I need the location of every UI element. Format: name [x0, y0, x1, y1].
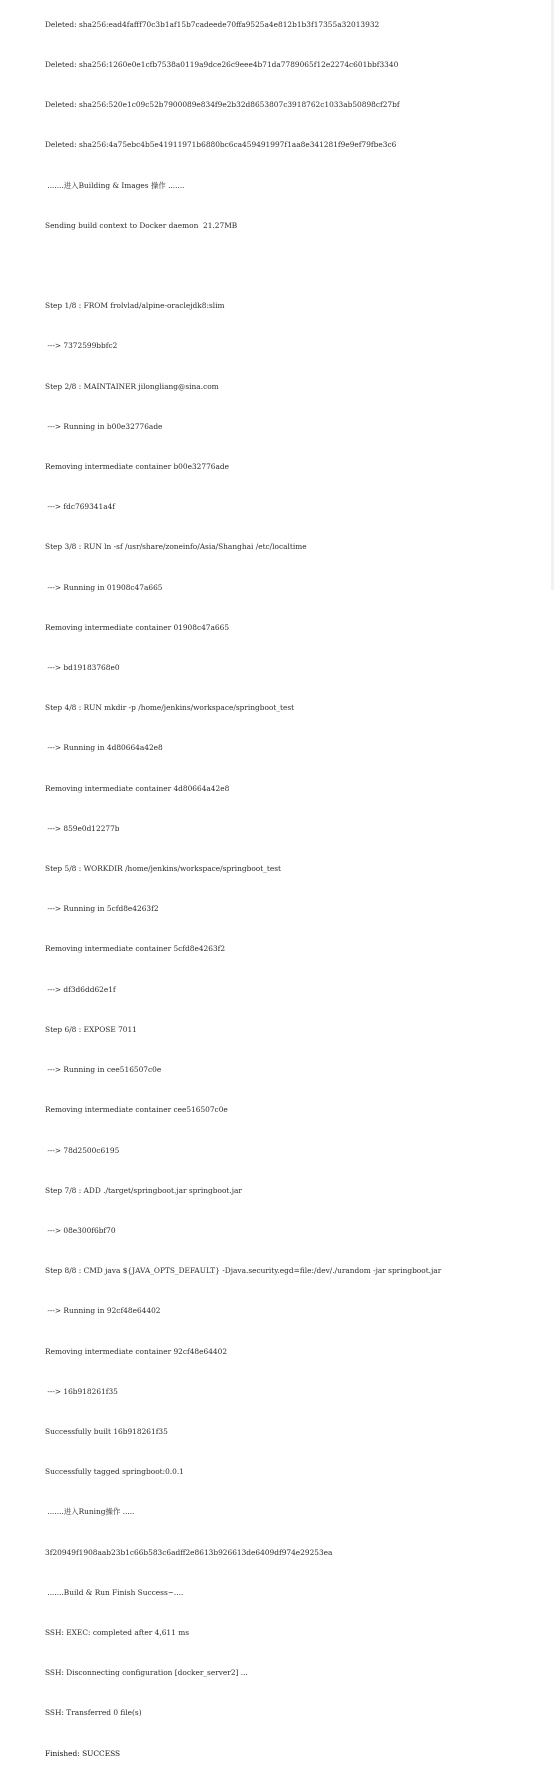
log-line: .......Build & Run Finish Success~....: [45, 1587, 184, 1597]
log-line: ---> bd19183768e0: [45, 663, 120, 673]
log-line: Removing intermediate container 5cfd8e4263f2: [45, 944, 226, 954]
log-line: ---> Running in 5cfd8e4263f2: [45, 904, 159, 914]
log-line: Step 8/8 : CMD java ${JAVA_OPTS_DEFAULT} -Djava.security.egd=file:/dev/./urandom -jar springboot.jar: [45, 1266, 442, 1276]
log-line: Successfully tagged springboot:0.0.1: [45, 1467, 184, 1477]
log-line: ---> Running in 4d80664a42e8: [45, 743, 163, 753]
log-line: ---> Running in 01908c47a665: [45, 582, 163, 592]
log-line: Sending build context to Docker daemon 21.27MB: [45, 220, 238, 230]
log-line: SSH: Transferred 0 file(s): [45, 1708, 142, 1718]
log-line: Step 2/8 : MAINTAINER jilongliang@sina.com: [45, 381, 219, 391]
log-line: Successfully built 16b918261f35: [45, 1426, 168, 1436]
log-line: Removing intermediate container 4d80664a42e8: [45, 783, 230, 793]
log-line: SSH: EXEC: completed after 4,611 ms: [45, 1627, 189, 1637]
log-line: Step 6/8 : EXPOSE 7011: [45, 1024, 137, 1034]
log-line: Deleted: sha256:4a75ebc4b5e41911971b6880bc6ca459491997f1aa8e341281f9e9ef79fbe3c6: [45, 140, 397, 150]
log-line: ---> Running in b00e32776ade: [45, 421, 163, 431]
log-line: ---> 16b918261f35: [45, 1386, 118, 1396]
log-line: ---> 78d2500c6195: [45, 1145, 120, 1155]
log-line: Deleted: sha256:ead4fafff70c3b1af15b7cadeede70ffa9525a4e812b1b3f17355a32013932: [45, 19, 380, 29]
log-line: ---> Running in cee516507c0e: [45, 1065, 162, 1075]
log-line: Step 5/8 : WORKDIR /home/jenkins/workspace/springboot_test: [45, 864, 281, 874]
log-line: ---> 7372599bbfc2: [45, 341, 118, 351]
log-line: Step 4/8 : RUN mkdir -p /home/jenkins/workspace/springboot_test: [45, 703, 295, 713]
log-line: Removing intermediate container 92cf48e64402: [45, 1346, 228, 1356]
log-line: Step 3/8 : RUN ln -sf /usr/share/zoneinfo/Asia/Shanghai /etc/localtime: [45, 542, 307, 552]
log-line: Removing intermediate container 01908c47a665: [45, 622, 230, 632]
log-line: ---> Running in 92cf48e64402: [45, 1306, 161, 1316]
log-line: ---> 08e300f6bf70: [45, 1225, 116, 1235]
log-line: 3f20949f1908aab23b1c66b583c6adff2e8613b926613de6409df974e29253ea: [45, 1547, 333, 1557]
log-line: Deleted: sha256:520e1c09c52b7900089e834f9e2b32d8653807c3918762c1033ab50898cf27bf: [45, 100, 400, 110]
log-line: Removing intermediate container cee516507c0e: [45, 1105, 228, 1115]
finished-status: Finished: SUCCESS: [45, 1748, 121, 1758]
log-line: Removing intermediate container b00e32776ade: [45, 462, 229, 472]
log-line: .......进入Building & Images 操作 .......: [45, 180, 185, 190]
log-line: ---> df3d6dd62e1f: [45, 984, 116, 994]
log-line: Step 7/8 : ADD ./target/springboot.jar springboot.jar: [45, 1185, 242, 1195]
log-line: Step 1/8 : FROM frolvlad/alpine-oraclejdk8:slim: [45, 301, 225, 311]
log-line: ---> fdc769341a4f: [45, 502, 116, 512]
log-line: SSH: Disconnecting configuration [docker_server2] ...: [45, 1668, 248, 1678]
log-line: [45, 259, 553, 272]
log-line: .......进入Runing操作 .....: [45, 1507, 135, 1517]
log-line: Deleted: sha256:1260e0e1cfb7538a0119a9dce26c9eee4b71da7789065f12e2274c601bbf3340: [45, 60, 399, 70]
log-line: ---> 859e0d12277b: [45, 823, 120, 833]
